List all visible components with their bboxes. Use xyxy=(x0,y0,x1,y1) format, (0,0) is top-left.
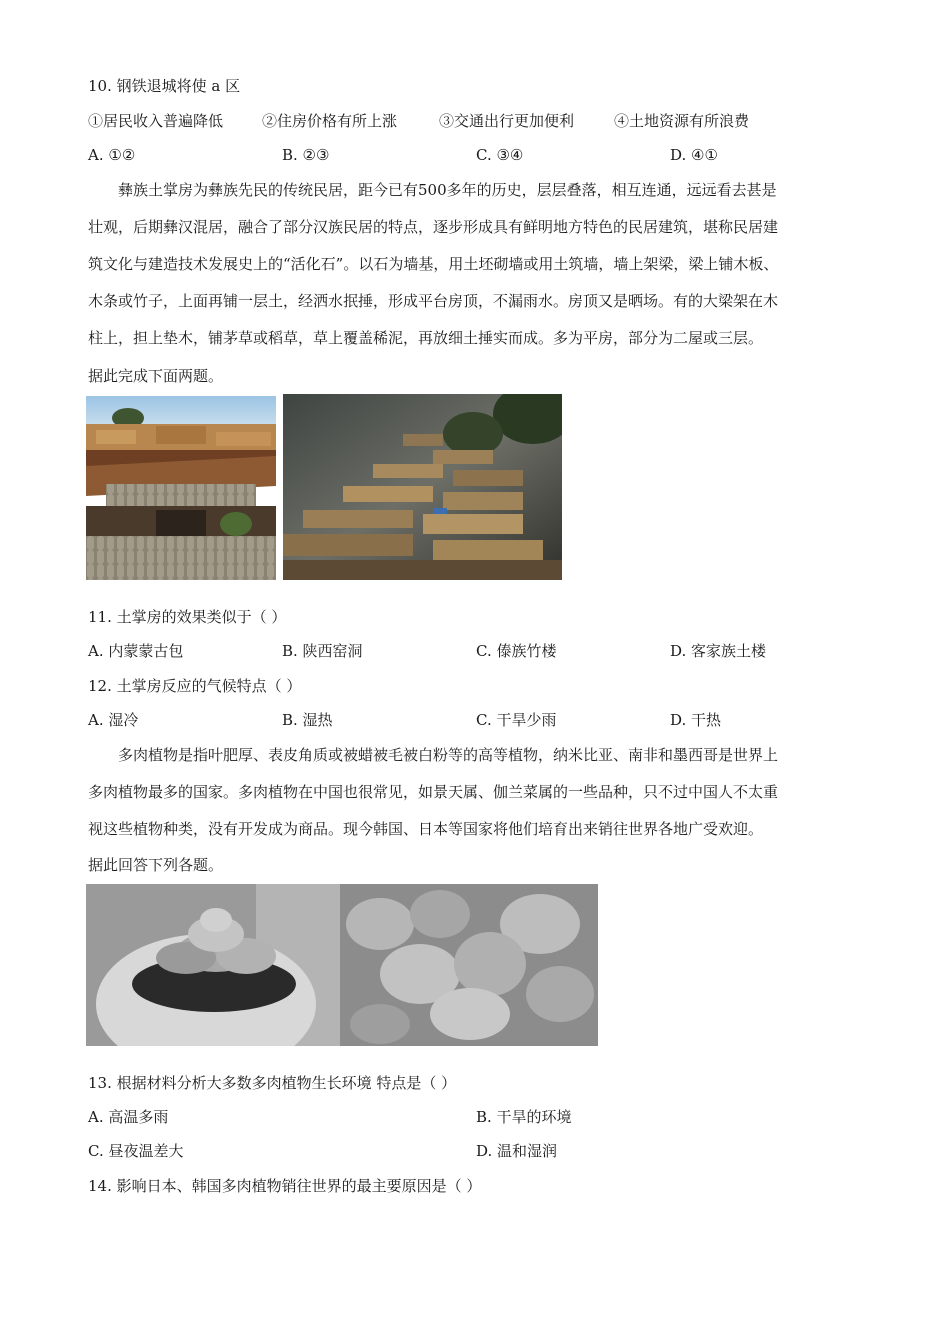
q13-stem: 13. 根据材料分析大多数多肉植物生长环境 特点是（ ） xyxy=(88,1074,457,1092)
q13-option-a: A. 高温多雨 xyxy=(88,1108,169,1126)
passage-line: 多肉植物是指叶肥厚、表皮角质或被蜡被毛被白粉等的高等植物，纳米比亚、南非和墨西哥是世界上 xyxy=(118,746,779,764)
q11-option-c: C. 傣族竹楼 xyxy=(476,642,557,660)
q11-option-a: A. 内蒙蒙古包 xyxy=(88,642,184,660)
q12-option-a: A. 湿冷 xyxy=(88,711,139,729)
tuzhangfang-photo-courtyard xyxy=(86,396,276,580)
passage1-prompt: 据此完成下面两题。 xyxy=(88,367,224,385)
q10-statement-1: ①居民收入普遍降低 xyxy=(88,112,224,130)
q13-option-c: C. 昼夜温差大 xyxy=(88,1142,184,1160)
q10-stem: 10. 钢铁退城将使 a 区 xyxy=(88,77,241,95)
passage-line: 视这些植物种类，没有开发成为商品。现今韩国、日本等国家将他们培育出来销往世界各地广受欢迎。 xyxy=(88,820,764,838)
q11-option-d: D. 客家族土楼 xyxy=(670,642,767,660)
q13-option-d: D. 温和湿润 xyxy=(476,1142,558,1160)
succulent-photo-closeup xyxy=(340,884,598,1046)
q11-option-b: B. 陕西窑洞 xyxy=(282,642,363,660)
q10-option-d: D. ④① xyxy=(670,146,718,164)
passage-line: 彝族土掌房为彝族先民的传统民居，距今已有500多年的历史，层层叠落，相互连通，远远看去甚是 xyxy=(118,181,777,199)
q10-option-a: A. ①② xyxy=(88,146,136,164)
succulent-photo-pot xyxy=(86,884,340,1046)
tuzhangfang-photo-village xyxy=(283,394,562,580)
passage2-prompt: 据此回答下列各题。 xyxy=(88,856,224,874)
q10-statement-2: ②住房价格有所上涨 xyxy=(262,112,398,130)
q13-option-b: B. 干旱的环境 xyxy=(476,1108,572,1126)
q12-option-d: D. 干热 xyxy=(670,711,722,729)
q11-stem: 11. 土掌房的效果类似于（ ） xyxy=(88,608,287,626)
passage-line: 多肉植物最多的国家。多肉植物在中国也很常见，如景天属、伽兰菜属的一些品种，只不过中国人不太重 xyxy=(88,783,779,801)
q10-option-c: C. ③④ xyxy=(476,146,524,164)
q14-stem: 14. 影响日本、韩国多肉植物销往世界的最主要原因是（ ） xyxy=(88,1177,482,1195)
q10-statement-3: ③交通出行更加便利 xyxy=(439,112,575,130)
q12-stem: 12. 土掌房反应的气候特点（ ） xyxy=(88,677,302,695)
passage-succulents xyxy=(88,745,878,856)
passage-tuzhangfang xyxy=(88,180,878,365)
passage-line: 筑文化与建造技术发展史上的“活化石”。以石为墙基，用土坯砌墙或用土筑墙，墙上架梁，梁上铺木板、 xyxy=(88,255,779,273)
passage-line: 壮观，后期彝汉混居，融合了部分汉族民居的特点，逐步形成具有鲜明地方特色的民居建筑，堪称民居建 xyxy=(88,218,779,236)
q10-statement-4: ④土地资源有所浪费 xyxy=(614,112,750,130)
q12-option-c: C. 干旱少雨 xyxy=(476,711,557,729)
q10-option-b: B. ②③ xyxy=(282,146,330,164)
passage-line: 木条或竹子，上面再铺一层土，经洒水抿捶，形成平台房顶，不漏雨水。房顶又是晒场。有的大梁架在木 xyxy=(88,292,779,310)
q12-option-b: B. 湿热 xyxy=(282,711,333,729)
passage-line: 柱上，担上垫木，铺茅草或稻草，草上覆盖稀泥，再放细土捶实而成。多为平房，部分为二屋或三层。 xyxy=(88,329,764,347)
